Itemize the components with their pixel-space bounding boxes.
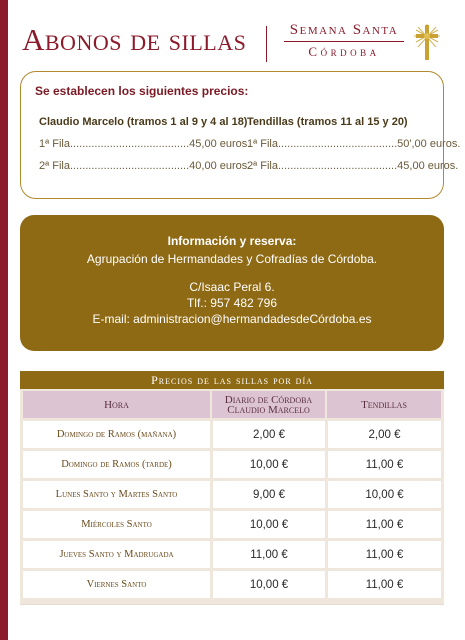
info-organization: Agrupación de Hermandades y Cofradías de Córdoba. xyxy=(86,252,378,266)
column-heading: Tendillas (tramos 11 al 15 y 20) xyxy=(247,116,408,128)
table-row xyxy=(23,541,441,568)
brand-rule xyxy=(284,41,404,42)
table-row xyxy=(23,481,441,508)
price-line: 2ª Fila.......................................40,00 euros. xyxy=(39,160,251,172)
row-price-diario: 10,00 € xyxy=(210,571,325,598)
row-price-diario: 11,00 € xyxy=(210,541,325,568)
table-header-row xyxy=(23,391,441,418)
table-row xyxy=(23,571,441,598)
left-accent-bar xyxy=(0,0,8,640)
header-diario xyxy=(210,391,325,418)
row-day: Lunes Santo y Martes Santo xyxy=(55,489,178,500)
row-day: Jueves Santo y Madrugada xyxy=(59,549,174,560)
row-day: Miércoles Santo xyxy=(81,519,152,530)
price-column-tendillas xyxy=(247,116,461,172)
header-hora: Hora xyxy=(104,398,129,411)
price-line: 1ª Fila.......................................45,00 euros. xyxy=(39,138,251,150)
row-price-diario: 10,00 € xyxy=(210,451,325,478)
prices-panel xyxy=(20,71,461,199)
info-phone: Tlf.: 957 482 796 xyxy=(186,296,278,310)
row-price-tendillas: 10,00 € xyxy=(325,481,441,508)
row-price-diario: 10,00 € xyxy=(210,511,325,538)
price-line: 1ª Fila.......................................50',00 euros. xyxy=(247,138,461,150)
cross-icon xyxy=(410,22,444,62)
header-tendillas: Tendillas xyxy=(325,391,441,418)
row-price-diario: 9,00 € xyxy=(210,481,325,508)
brand-line-1: Semana Santa xyxy=(289,22,399,38)
info-email-link[interactable]: E-mail: administracion@hermandadesdeCórdoba.es xyxy=(92,312,372,326)
info-panel xyxy=(20,215,444,351)
row-day: Viernes Santo xyxy=(86,579,147,590)
header-diario-line1: Diario de Córdoba xyxy=(224,393,313,406)
row-price-tendillas: 11,00 € xyxy=(325,571,441,598)
table-row xyxy=(23,451,441,478)
prices-intro: Se establecen los siguientes precios: xyxy=(35,84,249,98)
brand-logo xyxy=(278,22,410,60)
bottom-rule xyxy=(20,604,444,605)
table-row xyxy=(23,511,441,538)
header xyxy=(20,18,450,68)
row-day: Domingo de Ramos (mañana) xyxy=(56,429,177,440)
row-day: Domingo de Ramos (tarde) xyxy=(61,459,172,470)
row-price-tendillas: 11,00 € xyxy=(325,541,441,568)
title-divider xyxy=(266,26,267,62)
price-column-claudio-marcelo xyxy=(39,116,251,172)
table-row xyxy=(23,421,441,448)
row-price-tendillas: 11,00 € xyxy=(325,451,441,478)
info-title: Información y reserva: xyxy=(167,234,297,248)
price-line: 2ª Fila.......................................45,00 euros. xyxy=(247,160,459,172)
header-diario-line2: Claudio Marcelo xyxy=(227,403,310,416)
row-price-diario: 2,00 € xyxy=(210,421,325,448)
row-price-tendillas: 2,00 € xyxy=(325,421,441,448)
brand-line-2: Córdoba xyxy=(308,44,380,59)
price-table xyxy=(20,371,444,605)
column-heading: Claudio Marcelo (tramos 1 al 9 y 4 al 18) xyxy=(39,116,248,128)
table-caption: Precios de las sillas por día xyxy=(20,371,444,389)
info-address: C/Isaac Peral 6. xyxy=(189,280,275,294)
row-price-tendillas: 11,00 € xyxy=(325,511,441,538)
page-title: Abonos de sillas xyxy=(22,22,247,57)
